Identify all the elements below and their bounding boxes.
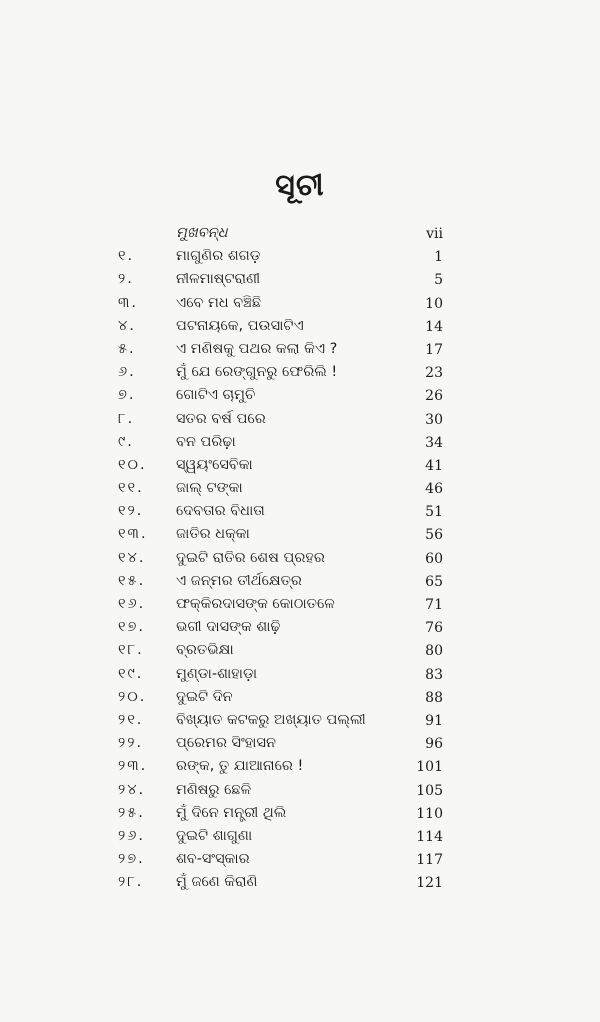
toc-entry-page-number: 41 xyxy=(425,457,443,474)
toc-entry-title: ସତର ବର୍ଷ ପରେ xyxy=(176,410,266,427)
toc-entry-number: ୮. xyxy=(118,410,135,427)
toc-entry-number: ୧୮. xyxy=(118,642,144,659)
toc-entry-number: ୧୨. xyxy=(118,503,144,520)
toc-entry-number: ୩. xyxy=(118,294,139,311)
toc-entry-title: ମାଗୁଣିର ଶଗଡ଼ xyxy=(176,248,261,265)
toc-entry-number: ୧୬. xyxy=(118,596,146,612)
toc-entry-number: ୨୧. xyxy=(118,711,144,728)
toc-entry-page-number: 30 xyxy=(425,411,443,428)
toc-entry-page-number: 60 xyxy=(425,550,443,567)
toc-row xyxy=(0,408,600,431)
toc-entry-page-number: 105 xyxy=(416,782,443,799)
toc-row xyxy=(0,268,600,291)
toc-entry-page-number: 23 xyxy=(425,365,443,382)
toc-row xyxy=(0,292,600,315)
toc-entry-number: ୧୪. xyxy=(118,549,146,566)
toc-entry-page-number: 51 xyxy=(425,504,443,521)
toc-entry-title: ସ୍ୱୟଂସେବିକା xyxy=(176,456,253,473)
toc-row xyxy=(0,755,600,778)
toc-row xyxy=(0,871,600,894)
toc-entry-title: ବ୍ରତଭିକ୍ଷା xyxy=(176,642,234,659)
toc-entry-title: ରଙ୍କ, ତୁ ଯାଆନାରେ ! xyxy=(176,758,304,775)
toc-row xyxy=(0,338,600,361)
toc-entry-title: ଗୋଟିଏ ଚାମୁଚି xyxy=(176,387,256,404)
toc-entry-title: ଦୁଇଟି ଦିନ xyxy=(176,688,233,705)
toc-entry-page-number: 110 xyxy=(416,805,443,822)
toc-entry-title: ମୁଁ ଯେ ରେଙ୍ଗୁନରୁ ଫେରିଲି ! xyxy=(176,364,338,381)
toc-entry-number: ୨୨. xyxy=(118,735,144,752)
toc-entry-number: ୨୬. xyxy=(118,827,145,844)
toc-entry-number: ୧୯. xyxy=(118,665,144,682)
toc-row xyxy=(0,454,600,477)
toc-entry-page-number: 96 xyxy=(425,736,443,753)
toc-entry-title: ଦେବତାର ବିଧାତା xyxy=(176,503,265,520)
toc-entry-page-number: 17 xyxy=(425,341,443,358)
toc-entry-title: ଜାଲ୍ ଟଙ୍କା xyxy=(176,480,243,497)
toc-row xyxy=(0,477,600,500)
toc-row xyxy=(0,616,600,639)
toc-entry-number: ୧୩. xyxy=(118,526,148,543)
toc-row xyxy=(0,431,600,454)
toc-entry-number: ୧୫. xyxy=(118,572,146,589)
toc-entry-title: ପଟନାୟକେ, ପଉସାଟିଏ xyxy=(176,317,304,334)
toc-row xyxy=(0,732,600,755)
toc-row xyxy=(0,547,600,570)
toc-entry-page-number: 71 xyxy=(425,597,443,613)
toc-entry-page-number: 121 xyxy=(416,875,443,892)
toc-row xyxy=(0,222,600,245)
toc-entry-number: ୨୪. xyxy=(118,781,146,798)
toc-entry-title: ମୁଖବନ୍ଧ xyxy=(176,225,228,241)
toc-entry-number: ୨୮. xyxy=(118,874,144,891)
toc-entry-page-number: 76 xyxy=(425,620,443,637)
toc-entry-number: ୨୭. xyxy=(118,851,145,868)
toc-entry-title: ଶବ-ସଂସ୍କାର xyxy=(176,851,250,868)
toc-row xyxy=(0,570,600,593)
table-of-contents xyxy=(0,222,600,894)
toc-row xyxy=(0,593,600,616)
toc-entry-page-number: 26 xyxy=(425,388,443,405)
toc-entry-number: ୫. xyxy=(118,340,136,357)
toc-entry-number: ୪. xyxy=(118,317,136,334)
toc-entry-number: ୨. xyxy=(118,271,134,288)
toc-row xyxy=(0,663,600,686)
toc-row xyxy=(0,500,600,523)
toc-entry-title: ଜାତିର ଧକ୍କା xyxy=(176,526,250,543)
toc-entry-page-number: 10 xyxy=(425,295,443,312)
toc-entry-number: ୨୦. xyxy=(118,688,147,705)
toc-entry-page-number: 88 xyxy=(425,689,443,706)
toc-entry-title: ଦୁଇଟି ଶାଗୁଣା xyxy=(176,827,253,844)
toc-entry-title: ମୁଁ ଦିନେ ମନ୍ତ୍ରୀ ଥିଲି xyxy=(176,804,287,821)
toc-row xyxy=(0,245,600,268)
toc-entry-title: ଏବେ ମଧ ବଞ୍ଚିଛି xyxy=(176,294,262,311)
toc-entry-page-number: 34 xyxy=(425,434,443,451)
toc-entry-number: ୧୦. xyxy=(118,456,147,473)
toc-entry-title: ପ୍ରେମର ସିଂହାସନ xyxy=(176,735,276,752)
toc-entry-title: ମୁଣ୍ଡା-ଶାହାଡ଼ା xyxy=(176,665,257,682)
toc-row xyxy=(0,523,600,546)
toc-entry-number: ୧୧. xyxy=(118,480,144,497)
toc-entry-title: ବନ ପରିଢ଼ା xyxy=(176,433,236,450)
toc-row xyxy=(0,779,600,802)
toc-entry-title: ଏ ମଣିଷକୁ ପଥର କଲା କିଏ ? xyxy=(176,340,338,357)
toc-row xyxy=(0,686,600,709)
toc-row xyxy=(0,802,600,825)
toc-row xyxy=(0,315,600,338)
toc-entry-number: ୧୭. xyxy=(118,619,146,636)
toc-entry-page-number: 101 xyxy=(416,759,443,776)
toc-entry-page-number: 65 xyxy=(425,573,443,590)
toc-entry-title: ମୁଁ ଜଣେ କିରାଣି xyxy=(176,874,258,891)
toc-entry-page-number: 83 xyxy=(425,666,443,683)
toc-entry-number: ୯. xyxy=(118,433,134,450)
toc-entry-page-number: 5 xyxy=(434,272,443,289)
toc-entry-number: ୧. xyxy=(118,248,135,265)
toc-row xyxy=(0,384,600,407)
toc-entry-page-number: 114 xyxy=(416,828,443,845)
toc-entry-page-number: 117 xyxy=(416,852,443,869)
toc-row xyxy=(0,848,600,871)
toc-entry-number: ୬. xyxy=(118,364,136,381)
toc-entry-page-number: vii xyxy=(426,226,443,242)
toc-entry-page-number: 91 xyxy=(425,712,443,729)
toc-entry-title: ଭଗୀ ଦାସଙ୍କ ଶାଢ଼ି xyxy=(176,619,281,636)
toc-entry-page-number: 46 xyxy=(425,481,443,498)
toc-entry-number: ୨୩. xyxy=(118,758,148,775)
toc-row xyxy=(0,639,600,662)
toc-row xyxy=(0,709,600,732)
toc-entry-number: ୨୫. xyxy=(118,804,145,821)
toc-entry-title: ବିଖ୍ୟାତ କଟକରୁ ଅଖ୍ୟାତ ପଲ୍ଲୀ xyxy=(176,711,366,728)
toc-entry-title: ମଣିଷରୁ ଛେଳି xyxy=(176,781,252,798)
toc-entry-title: ନୀଳମାଷ୍ଟରାଣୀ xyxy=(176,271,261,288)
toc-entry-number: ୭. xyxy=(118,387,136,404)
toc-entry-page-number: 1 xyxy=(434,249,443,266)
toc-entry-page-number: 80 xyxy=(425,643,443,660)
toc-row xyxy=(0,825,600,848)
toc-entry-page-number: 14 xyxy=(425,318,443,335)
toc-entry-title: ଏ ଜନ୍ମର ତୀର୍ଥକ୍ଷେତ୍ର xyxy=(176,572,302,589)
toc-entry-page-number: 56 xyxy=(425,527,443,544)
toc-row xyxy=(0,361,600,384)
toc-entry-title: ଦୁଇଟି ରାତିର ଶେଷ ପ୍ରହର xyxy=(176,549,325,566)
toc-entry-title: ଫକ୍କିରଦାସଙ୍କ କୋଠାତଳେ xyxy=(176,596,335,612)
page-title: ସୂଚୀ xyxy=(275,168,325,203)
